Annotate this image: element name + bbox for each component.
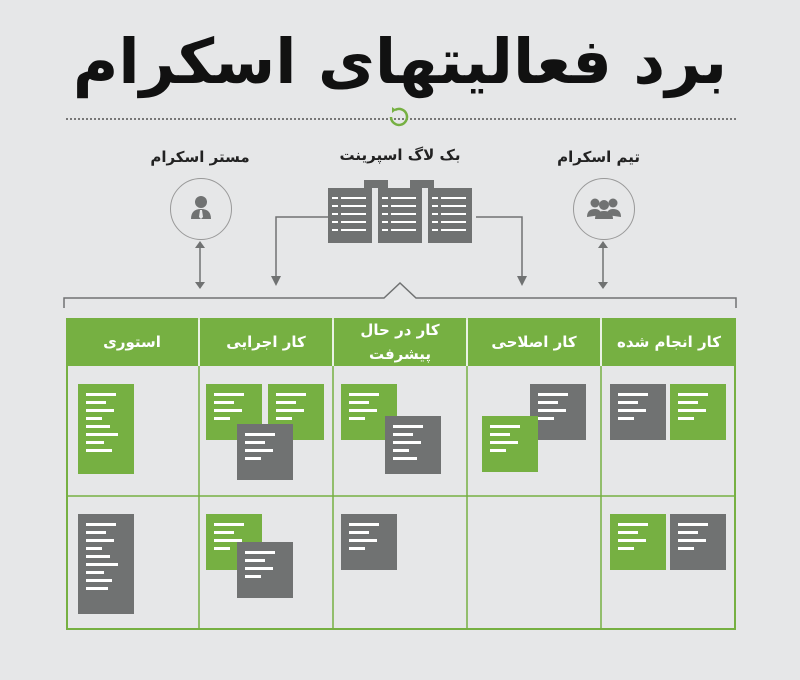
column-header-done: کار انجام شده: [602, 318, 736, 366]
task-card: [482, 416, 538, 472]
task-card: [78, 514, 134, 614]
column-header-in-progress: کار در حال پیشرفت: [334, 318, 466, 366]
column-header-rework: کار اصلاحی: [468, 318, 600, 366]
page-title: برد فعالیتهای اسکرام: [72, 25, 728, 98]
sprint-backlog-label: بک لاگ اسپرینت: [339, 146, 461, 164]
task-card: [237, 542, 293, 598]
task-card: [670, 514, 726, 570]
task-card: [78, 384, 134, 474]
task-card: [237, 424, 293, 480]
column-header-todo: کار اجرایی: [200, 318, 332, 366]
task-card: [610, 514, 666, 570]
task-card: [610, 384, 666, 440]
task-card: [385, 416, 441, 474]
scrum-team-label: تیم اسکرام: [557, 148, 640, 166]
task-card: [341, 514, 397, 570]
column-header-story: استوری: [66, 318, 198, 366]
task-card: [670, 384, 726, 440]
task-card: [530, 384, 586, 440]
scrum-master-label: مستر اسکرام: [150, 148, 250, 166]
